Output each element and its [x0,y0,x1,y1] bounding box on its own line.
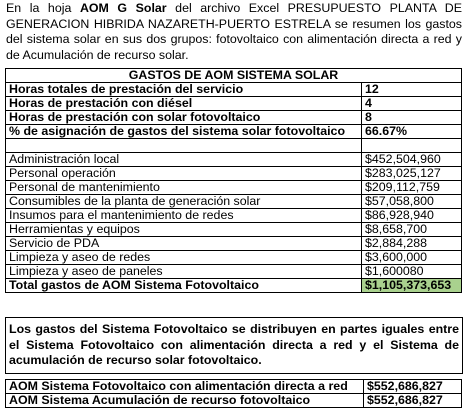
table-row [6,251,462,265]
table-row [6,125,462,139]
table-row [6,380,462,394]
row-label: Administración local [6,153,362,167]
row-value: 4 [362,97,462,111]
table-row [6,181,462,195]
row-value: $2,884,288 [362,237,462,251]
row-label: Limpieza y aseo de paneles [6,265,362,279]
row-value: $3,600,000 [362,251,462,265]
total-label: Total gastos de AOM Sistema Fotovoltaico [6,279,362,293]
row-label: Limpieza y aseo de redes [6,251,362,265]
row-label: Horas totales de prestación del servicio [6,83,362,97]
row-value: $283,025,127 [362,167,462,181]
split-value: $552,686,827 [364,394,462,408]
row-label: Consumibles de la planta de generación solar [6,195,362,209]
table-row [6,195,462,209]
table-row [6,97,462,111]
table-row [6,83,462,97]
table-row [6,265,462,279]
sheet-name: AOM G Solar [79,1,167,15]
spacer-row [6,139,462,153]
table-row [6,167,462,181]
row-value: $8,658,700 [362,223,462,237]
table-title-row [6,69,462,83]
intro-text-start: En la hoja [6,1,80,15]
aom-solar-table [5,68,462,293]
row-value: $452,504,960 [362,153,462,167]
aom-split-table [5,379,462,408]
row-label: % de asignación de gastos del sistema solar fotovoltaico [6,125,362,139]
intro-paragraph [6,1,462,63]
table-title: GASTOS DE AOM SISTEMA SOLAR [6,69,462,83]
intro-text-rest: del archivo Excel PRESUPUESTO PLANTA DE GENERACION HIBRIDA NAZARETH-PUERTO ESTRELA se resumen los gastos del sistema solar en sus dos grupos: fotovoltaico con alimentación directa a red y de Acumulación de recurso solar. [6,1,463,62]
empty-cell [362,139,462,153]
row-label: Horas de prestación con diésel [6,97,362,111]
row-label: Personal operación [6,167,362,181]
row-label: Herramientas y equipos [6,223,362,237]
table-row [6,209,462,223]
split-label: AOM Sistema Fotovoltaico con alimentación directa a red [6,380,364,394]
table-row [6,394,462,408]
row-label: Insumos para el mantenimiento de redes [6,209,362,223]
empty-cell [6,139,362,153]
table-row [6,153,462,167]
table-row [6,223,462,237]
row-label: Horas de prestación con solar fotovoltaico [6,111,362,125]
row-value: 12 [362,83,462,97]
row-value: 8 [362,111,462,125]
row-value: $1,600080 [362,265,462,279]
table-row [6,111,462,125]
distribution-note: Los gastos del Sistema Fotovoltaico se distribuyen en partes iguales entre el Sistema Fotovoltaico con alimentación directa a red y el Sistema de acumulación de recurso solar fotovoltaico. [5,317,463,374]
row-label: Servicio de PDA [6,237,362,251]
split-value: $552,686,827 [364,380,462,394]
table-row [6,237,462,251]
row-value: 66.67% [362,125,462,139]
row-value: $86,928,940 [362,209,462,223]
total-row [6,279,462,293]
row-value: $209,112,759 [362,181,462,195]
total-value: $1,105,373,653 [362,279,462,293]
split-label: AOM Sistema Acumulación de recurso fotovoltaico [6,394,364,408]
row-label: Personal de mantenimiento [6,181,362,195]
row-value: $57,058,800 [362,195,462,209]
